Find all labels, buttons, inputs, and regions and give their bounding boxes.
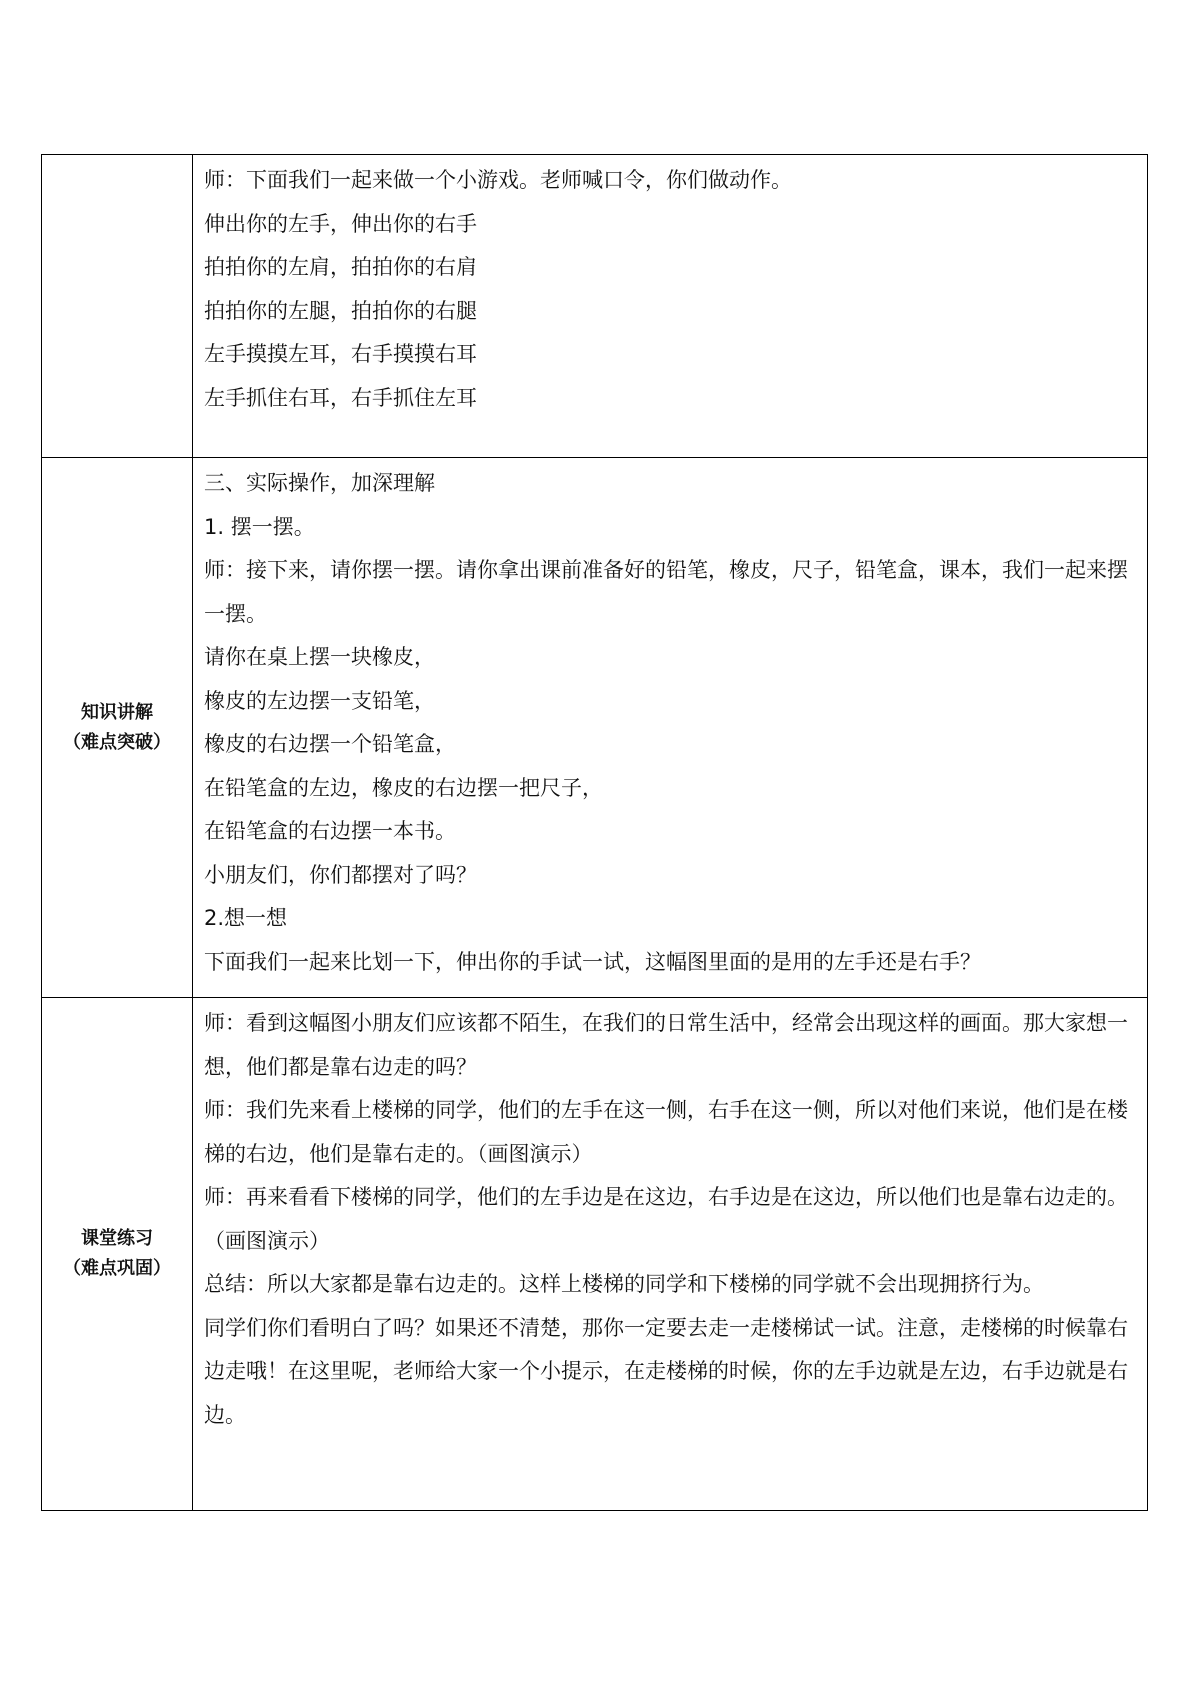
content-line: 师：再来看看下楼梯的同学，他们的左手边是在这边，右手边是在这边，所以他们也是靠右边走的。（画图演示） xyxy=(204,1185,1128,1253)
content-line: 拍拍你的左肩，拍拍你的右肩 xyxy=(204,255,477,279)
content-line: 拍拍你的左腿，拍拍你的右腿 xyxy=(204,298,477,323)
row-label-subtitle: （难点巩固） xyxy=(63,1258,171,1279)
content-line: 左手抓住右耳，右手抓住左耳 xyxy=(204,385,477,410)
content-line: 师：接下来，请你摆一摆。请你拿出课前准备好的铅笔，橡皮，尺子，铅笔盒，课本，我们一起来摆一摆。 xyxy=(204,558,1128,626)
content-line: 师：下面我们一起来做一个小游戏。老师喊口令，你们做动作。 xyxy=(204,168,792,192)
content-line: 1. 摆一摆。 xyxy=(204,514,315,539)
content-line: 总结：所以大家都是靠右边走的。这样上楼梯的同学和下楼梯的同学就不会出现拥挤行为。 xyxy=(204,1272,1044,1296)
content-line: 同学们你们看明白了吗？如果还不清楚，那你一定要去走一走楼梯试一试。注意，走楼梯的时候靠右边走哦！在这里呢，老师给大家一个小提示，在走楼梯的时候，你的左手边就是左边，右手边就是右边。 xyxy=(204,1315,1128,1427)
content-line: 橡皮的左边摆一支铅笔， xyxy=(204,688,435,713)
content-line: 师：我们先来看上楼梯的同学，他们的左手在这一侧，右手在这一侧，所以对他们来说，他们是在楼梯的右边，他们是靠右走的。（画图演示） xyxy=(204,1098,1128,1166)
row-label-title: 知识讲解 xyxy=(81,701,153,723)
content-line: 在铅笔盒的左边，橡皮的右边摆一把尺子， xyxy=(204,775,603,800)
row-label-subtitle: （难点突破） xyxy=(63,731,171,753)
content-line: 左手摸摸左耳，右手摸摸右耳 xyxy=(204,342,477,366)
content-line: 请你在桌上摆一块橡皮， xyxy=(204,645,435,669)
table-row-game xyxy=(42,155,1148,458)
row-content-knowledge xyxy=(193,458,1148,998)
row-content-practice xyxy=(193,998,1148,1511)
table-row-practice xyxy=(42,998,1148,1511)
content-line: 在铅笔盒的右边摆一本书。 xyxy=(204,819,456,843)
content-line: 橡皮的右边摆一个铅笔盒， xyxy=(204,732,456,756)
content-line: 小朋友们，你们都摆对了吗？ xyxy=(204,862,477,887)
row-label-knowledge xyxy=(42,458,193,998)
content-line: 师：看到这幅图小朋友们应该都不陌生，在我们的日常生活中，经常会出现这样的画面。那大家想一想，他们都是靠右边走的吗？ xyxy=(204,1011,1128,1079)
content-line: 2.想一想 xyxy=(204,906,288,930)
row-label-title: 课堂练习 xyxy=(81,1228,153,1249)
section-heading: 三、实际操作，加深理解 xyxy=(204,471,435,495)
row-content-game xyxy=(193,155,1148,458)
row-label-practice xyxy=(42,998,193,1511)
table-row-knowledge xyxy=(42,458,1148,998)
lesson-plan-table xyxy=(41,154,1148,1511)
row-label-empty xyxy=(42,155,193,458)
content-line: 下面我们一起来比划一下，伸出你的手试一试，这幅图里面的是用的左手还是右手？ xyxy=(204,949,981,974)
content-line: 伸出你的左手，伸出你的右手 xyxy=(204,211,477,236)
